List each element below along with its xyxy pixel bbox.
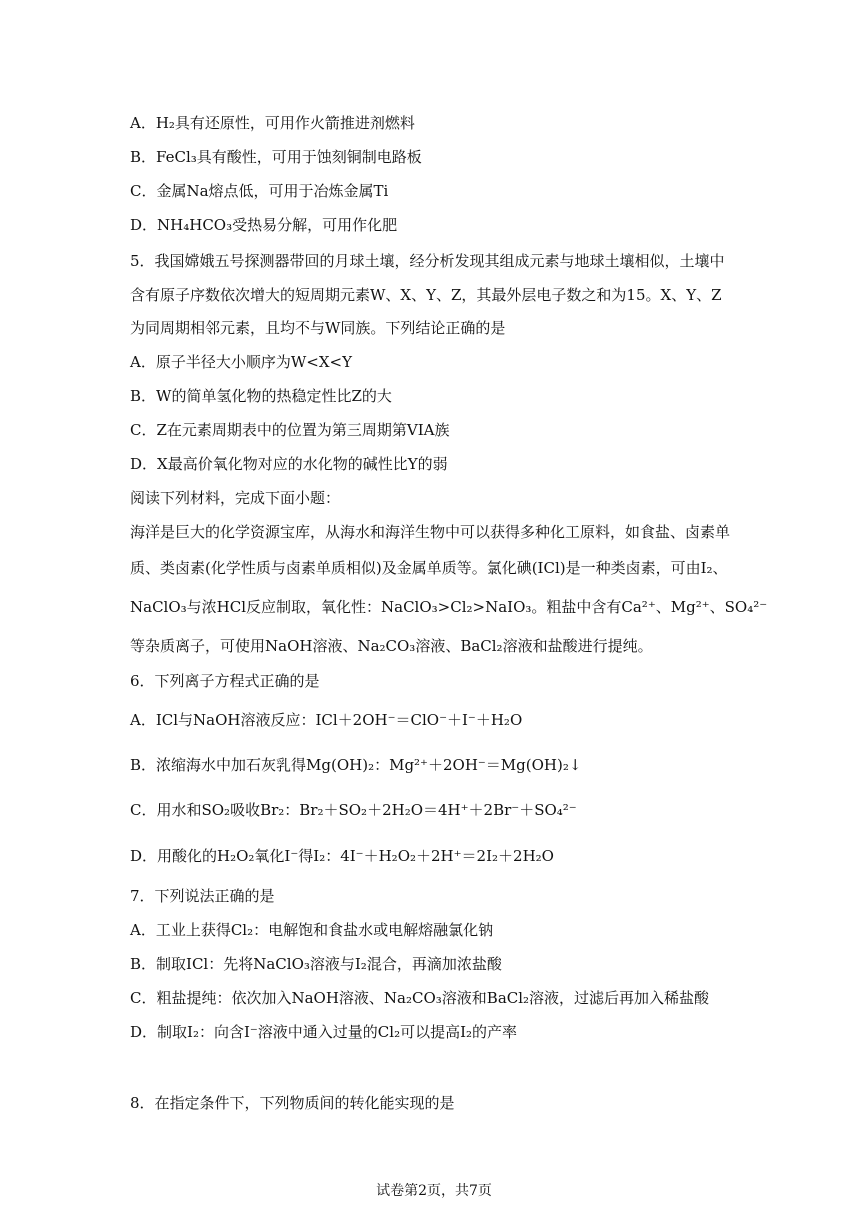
q7-option-c: C．粗盐提纯：依次加入NaOH溶液、Na₂CO₃溶液和BaCl₂溶液，过滤后再加入稀盐酸 bbox=[130, 989, 710, 1007]
material-line1: 海洋是巨大的化学资源宝库，从海水和海洋生物中可以获得多种化工原料，如食盐、卤素单 bbox=[130, 523, 731, 541]
q7-option-d: D．制取I₂：向含I⁻溶液中通入过量的Cl₂可以提高I₂的产率 bbox=[130, 1023, 518, 1041]
q5-stem-line2: 含有原子序数依次增大的短周期元素W、X、Y、Z，其最外层电子数之和为15。X、Y、Z bbox=[130, 286, 722, 304]
q4-option-b: B．FeCl₃具有酸性，可用于蚀刻铜制电路板 bbox=[130, 148, 422, 166]
q7-option-b: B．制取ICl：先将NaClO₃溶液与I₂混合，再滴加浓盐酸 bbox=[130, 955, 502, 973]
q6-stem: 6．下列离子方程式正确的是 bbox=[130, 672, 320, 690]
material-intro: 阅读下列材料，完成下面小题： bbox=[130, 489, 341, 507]
q5-option-a: A．原子半径大小顺序为W<X<Y bbox=[130, 353, 352, 371]
q5-option-c: C．Z在元素周期表中的位置为第三周期第VIA族 bbox=[130, 421, 450, 439]
q4-option-a: A．H₂具有还原性，可用作火箭推进剂燃料 bbox=[130, 114, 415, 132]
q6-option-d: D．用酸化的H₂O₂氧化I⁻得I₂：4I⁻＋H₂O₂＋2H⁺＝2I₂＋2H₂O bbox=[130, 847, 554, 865]
material-line4: 等杂质离子，可使用NaOH溶液、Na₂CO₃溶液、BaCl₂溶液和盐酸进行提纯。 bbox=[130, 637, 653, 655]
q5-stem-line1: 5．我国嫦娥五号探测器带回的月球土壤，经分析发现其组成元素与地球土壤相似，土壤中 bbox=[130, 252, 725, 270]
page-footer: 试卷第2页，共7页 bbox=[376, 1183, 492, 1199]
material-line2: 质、类卤素(化学性质与卤素单质相似)及金属单质等。氯化碘(ICl)是一种类卤素，可由I₂、 bbox=[130, 559, 728, 577]
q6-option-a: A．ICl与NaOH溶液反应：ICl＋2OH⁻＝ClO⁻＋I⁻＋H₂O bbox=[130, 711, 523, 729]
q5-stem-line3: 为同周期相邻元素，且均不与W同族。下列结论正确的是 bbox=[130, 319, 506, 337]
q6-option-c: C．用水和SO₂吸收Br₂：Br₂＋SO₂＋2H₂O＝4H⁺＋2Br⁻＋SO₄²⁻ bbox=[130, 801, 577, 819]
q8-stem: 8．在指定条件下，下列物质间的转化能实现的是 bbox=[130, 1094, 455, 1112]
q7-option-a: A．工业上获得Cl₂：电解饱和食盐水或电解熔融氯化钠 bbox=[130, 921, 494, 939]
q5-option-b: B．W的简单氢化物的热稳定性比Z的大 bbox=[130, 387, 392, 405]
material-line3: NaClO₃与浓HCl反应制取，氧化性：NaClO₃>Cl₂>NaIO₃。粗盐中含有Ca²⁺、Mg²⁺、SO₄²⁻ bbox=[130, 598, 768, 616]
q7-stem: 7．下列说法正确的是 bbox=[130, 887, 275, 905]
q4-option-c: C．金属Na熔点低，可用于冶炼金属Ti bbox=[130, 182, 389, 200]
q4-option-d: D．NH₄HCO₃受热易分解，可用作化肥 bbox=[130, 216, 398, 234]
q5-option-d: D．X最高价氧化物对应的水化物的碱性比Y的弱 bbox=[130, 455, 448, 473]
q6-option-b: B．浓缩海水中加石灰乳得Mg(OH)₂：Mg²⁺＋2OH⁻＝Mg(OH)₂↓ bbox=[130, 756, 582, 774]
